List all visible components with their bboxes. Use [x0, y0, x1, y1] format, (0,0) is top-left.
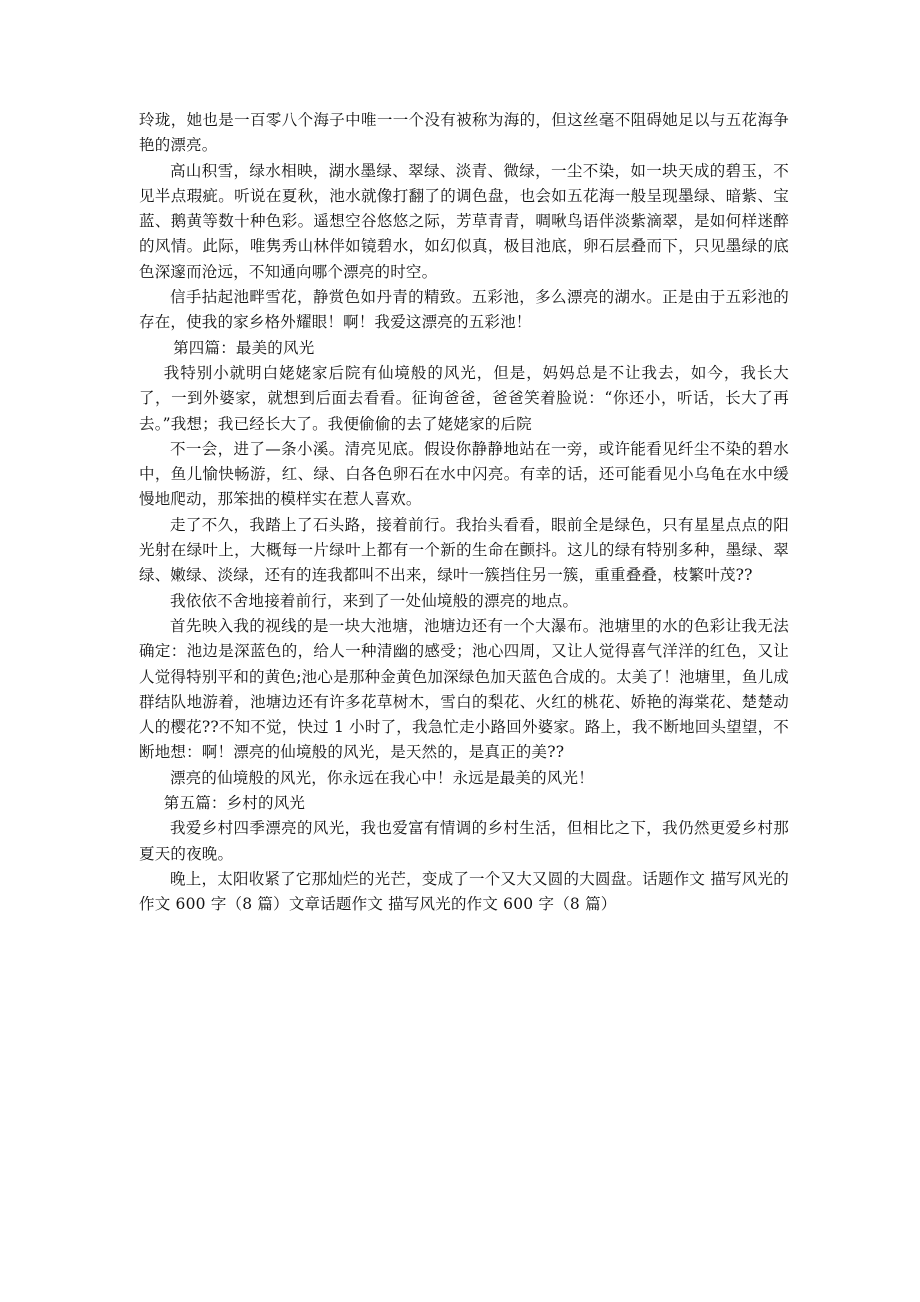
document-body — [139, 108, 789, 918]
paragraph: 我依依不舍地接着前行，来到了一处仙境般的漂亮的地点。 — [170, 591, 579, 610]
paragraph: 信手拈起池畔雪花，静赏色如丹青的精致。五彩池，多么漂亮的湖水。正是由于五彩池的存在，使我的家乡格外耀眼！啊！我爱这漂亮的五彩池！ — [139, 288, 789, 332]
paragraph: 不一会，进了—条小溪。清亮见底。假设你静静地站在一旁，或许能看见纤尘不染的碧水中，鱼儿愉快畅游，红、绿、白各色卵石在水中闪亮。有幸的话，还可能看见小乌龟在水中缓慢地爬动，那笨拙的模样实在惹人喜欢。 — [139, 439, 789, 509]
section-heading: 第五篇：乡村的风光 — [163, 794, 306, 813]
paragraph: 我特别小就明白姥姥家后院有仙境般的风光，但是，妈妈总是不让我去，如今，我长大了，一到外婆家，就想到后面去看看。征询爸爸，爸爸笑着脸说：“你还小，听话，长大了再去。”我想；我已经长大了。我便偷偷的去了姥姥家的后院 — [139, 363, 789, 433]
paragraph: 走了不久，我踏上了石头路，接着前行。我抬头看看，眼前全是绿色，只有星星点点的阳光射在绿叶上，大概每一片绿叶上都有一个新的生命在颤抖。这儿的绿有特别多种，墨绿、翠绿、嫩绿、淡绿，还有的连我都叫不出来，绿叶一簇挡住另一簇，重重叠叠，枝繁叶茂?? — [139, 515, 789, 585]
paragraph: 晚上，太阳收紧了它那灿烂的光芒，变成了一个又大又圆的大圆盘。话题作文 描写风光的作文 600 字（8 篇）文章话题作文 描写风光的作文 600 字（8 篇） — [139, 869, 789, 914]
section-heading: 第四篇：最美的风光 — [173, 338, 315, 357]
paragraph-continuation: 玲珑，她也是一百零八个海子中唯一一个没有被称为海的，但这丝毫不阻碍她足以与五花海争艳的漂亮。 — [139, 111, 789, 155]
paragraph: 首先映入我的视线的是一块大池塘，池塘边还有一个大瀑布。池塘里的水的色彩让我无法确定：池边是深蓝色的，给人一种清幽的感受；池心四周，又让人觉得喜气洋洋的红色，又让人觉得特别平和的黄色;池心是那种金黄色加深绿色加天蓝色合成的。太美了！池塘里，鱼儿成群结队地游着，池塘边还有许多花草树木，雪白的梨花、火红的桃花、娇艳的海棠花、楚楚动人的樱花??不知不觉，快过 1 小时了，我急忙走小路回外婆家。路上，我不断地回头望望，不断地想：啊！漂亮的仙境般的风光，是天然的，是真正的美?? — [139, 616, 789, 762]
paragraph: 高山积雪，绿水相映，湖水墨绿、翠绿、淡青、微绿，一尘不染，如一块天成的碧玉，不见半点瑕疵。听说在夏秋，池水就像打翻了的调色盘，也会如五花海一般呈现墨绿、暗紫、宝蓝、鹅黄等数十种色彩。遥想空谷悠悠之际，芳草青青，啁啾鸟语伴淡紫滴翠，是如何样迷醉的风情。此际，唯隽秀山林伴如镜碧水，如幻似真，极目池底，卵石层叠而下，只见墨绿的底色深邃而沧远，不知通向哪个漂亮的时空。 — [139, 161, 789, 281]
paragraph: 我爱乡村四季漂亮的风光，我也爱富有情调的乡村生活，但相比之下，我仍然更爱乡村那夏天的夜晚。 — [139, 819, 789, 863]
paragraph: 漂亮的仙境般的风光，你永远在我心中！永远是最美的风光！ — [170, 768, 594, 787]
